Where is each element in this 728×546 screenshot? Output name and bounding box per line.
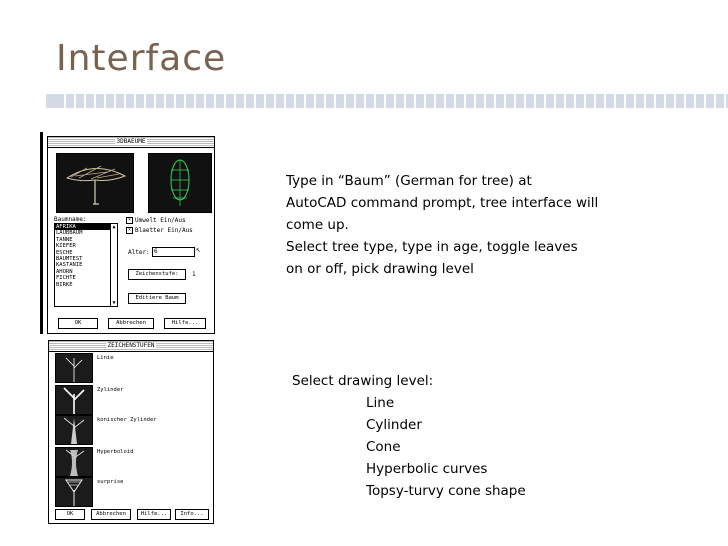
list-item[interactable]: FICHTE — [56, 275, 76, 282]
umwelt-label: Umwelt Ein/Aus — [135, 217, 186, 224]
list-item[interactable]: ESCHE — [56, 249, 73, 256]
scroll-down-icon[interactable]: ▼ — [112, 300, 116, 306]
list-item[interactable]: AHORN — [56, 268, 73, 275]
instruction-line: on or off, pick drawing level — [286, 261, 474, 277]
scroll-up-icon[interactable]: ▲ — [112, 224, 116, 230]
surprise-tree-icon — [56, 478, 92, 506]
line-tree-icon — [56, 354, 92, 382]
tree-dialog — [47, 136, 215, 334]
tree-side-view-image — [148, 153, 212, 213]
blaetter-checkbox[interactable]: × — [127, 227, 131, 233]
drawing-level-item: Line — [366, 395, 395, 411]
cylinder-tree-icon — [56, 386, 92, 414]
blaetter-label: Blaetter Ein/Aus — [135, 227, 193, 234]
cone-tree-icon — [56, 416, 92, 444]
umwelt-checkbox[interactable]: × — [127, 217, 131, 223]
list-item[interactable]: BIRKE — [56, 281, 73, 288]
level-line-image[interactable] — [55, 353, 93, 383]
instruction-line: Type in “Baum” (German for tree) at — [286, 173, 532, 189]
drawing-level-text — [292, 370, 526, 502]
dialog-title: 3DBAEUME — [116, 138, 146, 145]
level-label: Zylinder — [97, 387, 124, 393]
edit-tree-button[interactable]: Editiere Baum — [128, 293, 186, 304]
info-button[interactable]: Info... — [175, 509, 209, 520]
zeichenstufe-value: 1 — [192, 271, 196, 278]
drawing-level-heading: Select drawing level: — [292, 373, 434, 389]
ok-button[interactable]: OK — [55, 509, 85, 520]
title-underline-bar — [56, 94, 728, 108]
drawing-level-item: Hyperbolic curves — [366, 461, 488, 477]
slide-title: Interface — [56, 38, 227, 79]
dialog-title-bar — [48, 137, 214, 148]
list-item[interactable]: KIEFER — [56, 243, 76, 250]
help-button[interactable]: Hilfe... — [164, 318, 206, 329]
list-item[interactable]: KASTANIE — [56, 262, 83, 269]
tree-dialog-screenshot — [40, 132, 221, 334]
list-item[interactable]: AFRIKA — [55, 224, 117, 230]
instructions-text — [286, 170, 598, 280]
level-label: konischer Zylinder — [97, 417, 157, 423]
tree-name-label: Baumname: — [54, 216, 87, 223]
age-label: Alter: — [128, 249, 150, 256]
help-button[interactable]: Hilfe... — [137, 509, 171, 520]
dialog-title-bar — [49, 341, 213, 352]
tree-type-list[interactable] — [54, 223, 118, 307]
dialog-title: ZEICHENSTUFEN — [107, 342, 155, 349]
cancel-button[interactable]: Abbrechen — [91, 509, 131, 520]
drawing-level-item: Cone — [366, 439, 401, 455]
tree-canopy-icon — [57, 154, 133, 212]
list-item[interactable]: LAUBBAUM — [56, 230, 83, 237]
level-label: Linie — [97, 355, 114, 361]
list-item[interactable]: BAUMTEST — [56, 255, 83, 262]
instruction-line: AutoCAD command prompt, tree interface will — [286, 195, 599, 211]
drawing-level-item: Cylinder — [366, 417, 422, 433]
ok-button[interactable]: OK — [58, 318, 98, 329]
list-scrollbar[interactable] — [110, 224, 117, 306]
instruction-line: come up. — [286, 217, 349, 233]
level-surprise-image[interactable] — [55, 477, 93, 507]
cancel-button[interactable]: Abbrechen — [108, 318, 154, 329]
hyperboloid-tree-icon — [56, 448, 92, 476]
age-input[interactable]: 6 — [152, 247, 195, 257]
level-hyperboloid-image[interactable] — [55, 447, 93, 477]
zeichenstufe-button[interactable]: Zeichenstufe: — [128, 269, 186, 280]
level-cylinder-image[interactable] — [55, 385, 93, 415]
level-label: surprise — [97, 479, 124, 485]
level-label: Hyperboloid — [97, 449, 134, 455]
instruction-line: Select tree type, type in age, toggle leaves — [286, 239, 578, 255]
mouse-cursor-icon: ↖ — [196, 245, 201, 254]
tree-preview-image — [56, 153, 134, 213]
drawing-levels-dialog — [48, 340, 214, 524]
tree-wireframe-icon — [149, 154, 211, 212]
drawing-level-item: Topsy-turvy cone shape — [366, 483, 526, 499]
level-cone-image[interactable] — [55, 415, 93, 445]
list-item[interactable]: TANNE — [56, 236, 73, 243]
